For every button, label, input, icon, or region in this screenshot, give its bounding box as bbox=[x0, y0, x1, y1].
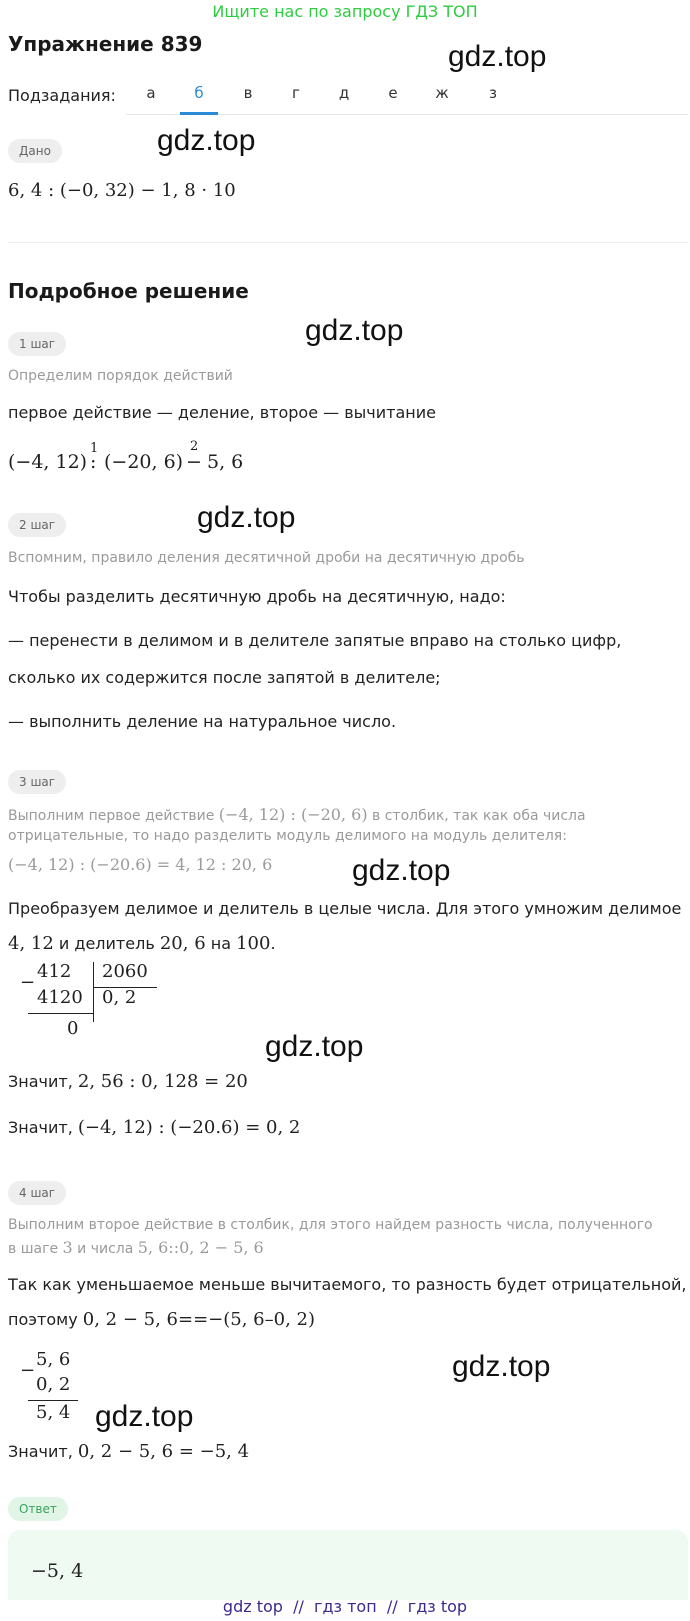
step3-math: 20, 6 bbox=[159, 933, 206, 954]
step1-expr-b: (−20, 6) bbox=[104, 451, 184, 473]
watermark: gdz.top bbox=[157, 124, 256, 157]
watermark: gdz.top bbox=[197, 501, 296, 534]
subtraction-difference: 5, 4 bbox=[36, 1402, 71, 1423]
solution-title: Подробное решение bbox=[8, 279, 249, 303]
watermark: gdz.top bbox=[265, 1030, 364, 1063]
step4-line-math: 0, 2 − 5, 6==−(5, 6–0, 2) bbox=[82, 1309, 315, 1330]
step3-result bbox=[8, 1071, 248, 1092]
step1-expr-c: 5, 6 bbox=[207, 451, 244, 473]
subtask-tab[interactable]: д bbox=[338, 84, 350, 102]
division-quotient: 0, 2 bbox=[102, 987, 137, 1008]
step3-line bbox=[8, 933, 276, 954]
step1-expr-a: (−4, 12) bbox=[8, 451, 88, 473]
step3-result-math: (−4, 12) : (−20.6) = 0, 2 bbox=[77, 1117, 301, 1138]
division-product: 4120 bbox=[37, 987, 83, 1008]
step3-text: на bbox=[210, 934, 232, 953]
subtraction-subtrahend: 0, 2 bbox=[36, 1374, 71, 1395]
division-minus: − bbox=[20, 972, 36, 993]
step4-hint-text: в шаге bbox=[8, 1241, 59, 1257]
division-dividend: 412 bbox=[37, 961, 72, 982]
given-expression: 6, 4 : (−0, 32) − 1, 8 · 10 bbox=[8, 180, 236, 201]
step4-result-math: 0, 2 − 5, 6 = −5, 4 bbox=[77, 1441, 250, 1462]
division-remainder: 0 bbox=[67, 1018, 79, 1039]
subtask-tab[interactable]: г bbox=[292, 84, 300, 102]
subtask-tab[interactable]: е bbox=[388, 84, 398, 102]
watermark: gdz.top bbox=[352, 854, 451, 887]
footer-links[interactable]: gdz top // гдз топ // гдз top bbox=[222, 1597, 468, 1616]
subtask-tab[interactable]: в bbox=[243, 84, 253, 102]
step1-mark-1: 1 bbox=[90, 441, 99, 456]
watermark: gdz.top bbox=[305, 314, 404, 347]
step4-result bbox=[8, 1441, 249, 1462]
active-tab-underline bbox=[180, 112, 218, 115]
step1-minus: − bbox=[186, 451, 202, 473]
subtask-tab-active[interactable]: б bbox=[194, 84, 204, 102]
step4-line-text: поэтому bbox=[8, 1310, 78, 1329]
step1-mark-2: 2 bbox=[190, 439, 199, 454]
step4-hint-math: 5, 6::0, 2 − 5, 6 bbox=[137, 1238, 264, 1257]
step2-line: — выполнить деление на натуральное число. bbox=[8, 712, 397, 731]
subtasks-label: Подзадания: bbox=[8, 86, 116, 105]
page-title: Упражнение 839 bbox=[8, 32, 203, 56]
step1-chip: 1 шаг bbox=[8, 332, 66, 356]
step2-line: — перенести в делимом и в делителе запятые вправо на столько цифр, bbox=[8, 631, 622, 650]
subtraction-minus: − bbox=[20, 1360, 36, 1381]
step3-line: Преобразуем делимое и делитель в целые числа. Для этого умножим делимое bbox=[8, 899, 682, 918]
step3-chip: 3 шаг bbox=[8, 770, 66, 794]
step4-hint: Выполним второе действие в столбик, для этого найдем разность числа, полученного bbox=[8, 1217, 653, 1233]
step4-line bbox=[8, 1309, 315, 1330]
subtraction-line bbox=[28, 1400, 78, 1401]
given-chip: Дано bbox=[8, 139, 62, 163]
subtask-tab[interactable]: з bbox=[489, 84, 497, 102]
subtask-tab[interactable]: ж bbox=[435, 84, 449, 102]
step1-hint: Определим порядок действий bbox=[8, 368, 233, 384]
step3-hint-math: (−4, 12) : (−20.6) = 4, 12 : 20, 6 bbox=[8, 855, 273, 874]
step3-hint: отрицательные, то надо разделить модуль делимого на модуль делителя: bbox=[8, 828, 567, 844]
step3-hint-tail: в столбик, так как оба числа bbox=[372, 808, 586, 824]
answer-box bbox=[8, 1530, 688, 1600]
section-divider bbox=[8, 242, 688, 243]
step1-text: первое действие — деление, второе — вычитание bbox=[8, 403, 436, 422]
step3-hint-math: (−4, 12) : (−20, 6) bbox=[218, 805, 368, 824]
step3-result-math: 2, 56 : 0, 128 = 20 bbox=[77, 1071, 248, 1092]
step3-result-text: Значит, bbox=[8, 1118, 73, 1137]
watermark: gdz.top bbox=[95, 1400, 194, 1433]
division-product-line bbox=[28, 1013, 94, 1014]
top-banner[interactable]: Ищите нас по запросу ГДЗ ТОП bbox=[212, 2, 478, 21]
step1-colon: : bbox=[90, 451, 97, 473]
step4-hint-text: и числа bbox=[77, 1241, 134, 1257]
step3-math: 100 bbox=[236, 933, 271, 954]
division-divisor: 2060 bbox=[102, 961, 148, 982]
step3-math: 4, 12 bbox=[8, 933, 54, 954]
step4-hint bbox=[8, 1238, 264, 1257]
subtask-tab[interactable]: а bbox=[146, 84, 156, 102]
step4-hint-math: 3 bbox=[62, 1238, 73, 1257]
step3-text: и делитель bbox=[58, 934, 155, 953]
watermark: gdz.top bbox=[448, 40, 547, 73]
step3-text: . bbox=[270, 934, 276, 953]
step2-line: Чтобы разделить десятичную дробь на десятичную, надо: bbox=[8, 587, 506, 606]
subtraction-minuend: 5, 6 bbox=[36, 1349, 71, 1370]
step4-chip: 4 шаг bbox=[8, 1181, 66, 1205]
step2-hint: Вспомним, правило деления десятичной дроби на десятичную дробь bbox=[8, 550, 525, 566]
answer-value: −5, 4 bbox=[31, 1560, 84, 1582]
step3-hint bbox=[8, 805, 586, 824]
step4-line: Так как уменьшаемое меньше вычитаемого, то разность будет отрицательной, bbox=[8, 1275, 687, 1294]
watermark: gdz.top bbox=[452, 1350, 551, 1383]
step3-result bbox=[8, 1117, 300, 1138]
step2-chip: 2 шаг bbox=[8, 513, 66, 537]
step3-result-text: Значит, bbox=[8, 1072, 73, 1091]
answer-chip: Ответ bbox=[8, 1497, 68, 1521]
step2-line: сколько их содержится после запятой в делителе; bbox=[8, 668, 441, 687]
step4-result-text: Значит, bbox=[8, 1442, 73, 1461]
step3-hint-text: Выполним первое действие bbox=[8, 808, 215, 824]
